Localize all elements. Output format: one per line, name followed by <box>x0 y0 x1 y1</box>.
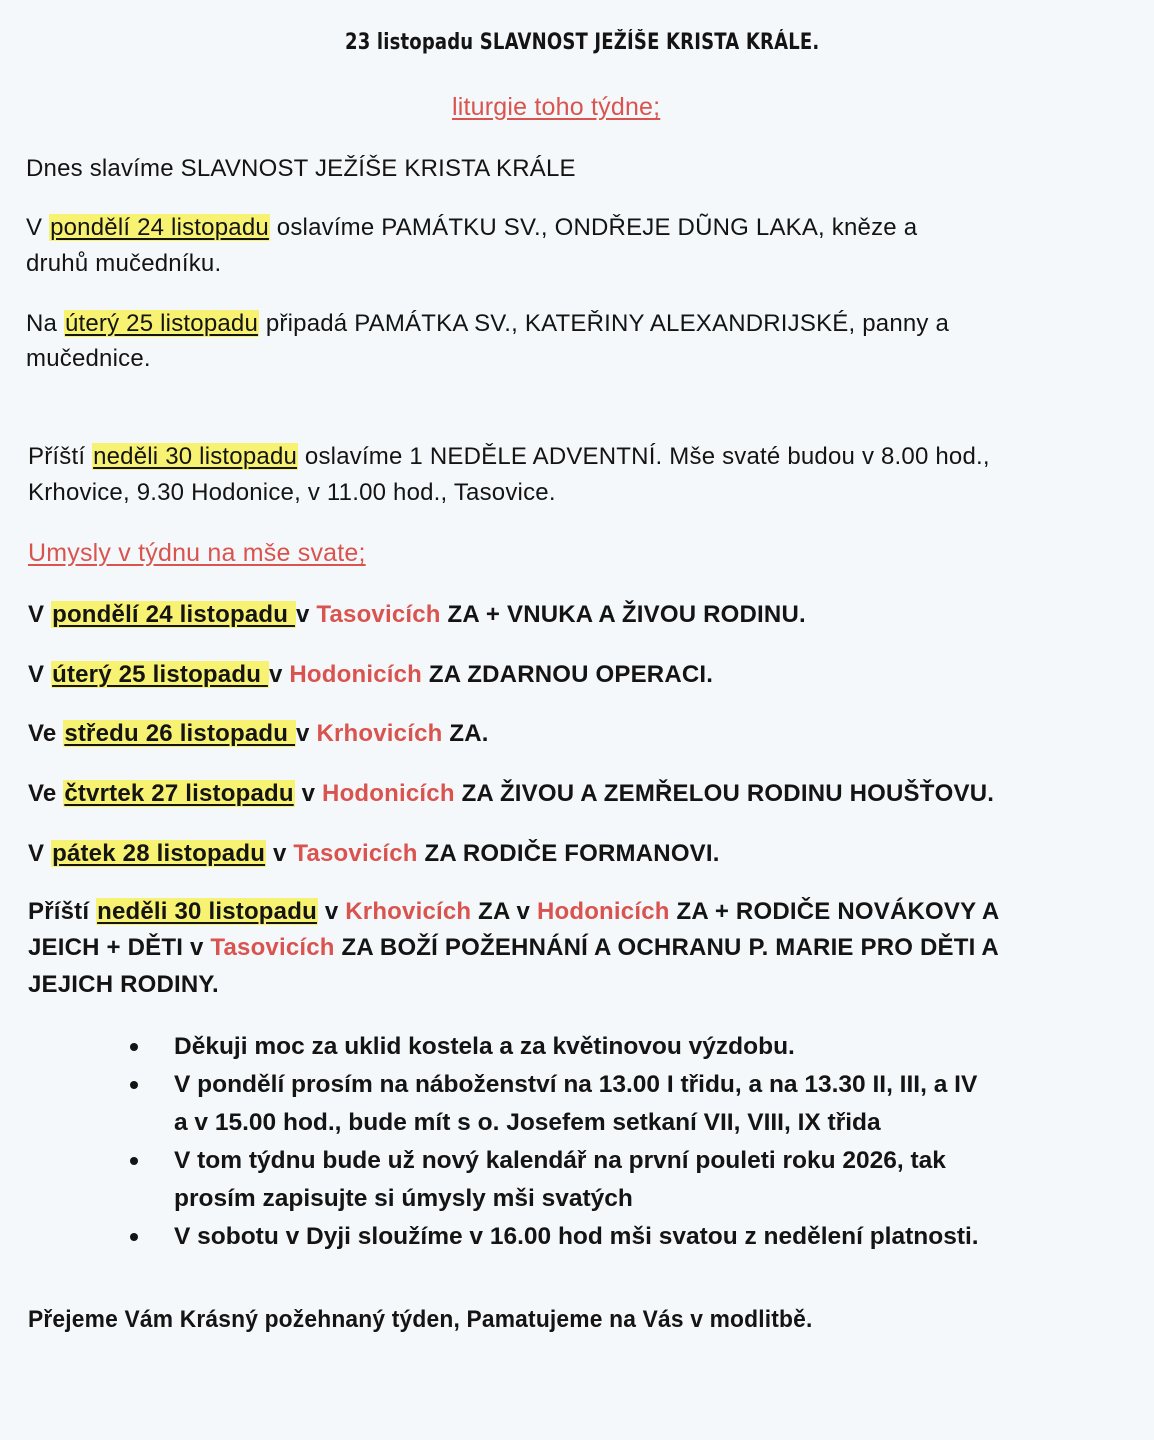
date-highlight: pondělí 24 listopadu <box>50 214 269 241</box>
announcement-item <box>128 1066 1148 1142</box>
announcement-text: a v 15.00 hod., bude mít s o. Josefem setkaní VII, VIII, IX třida <box>174 1109 881 1136</box>
date-highlight: pondělí 24 listopadu <box>52 601 295 628</box>
liturgy-monday-line2: druhů mučedníku. <box>26 250 222 277</box>
announcement-text: Děkuji moc za uklid kostela a za květinovou výzdobu. <box>174 1033 795 1060</box>
liturgy-heading: liturgie toho týdne; <box>452 93 661 121</box>
liturgy-tuesday-line1 <box>26 310 949 338</box>
prefix-text: Příští <box>28 443 93 470</box>
v-text: v <box>317 898 346 925</box>
prefix-text: Na <box>26 310 64 337</box>
liturgy-text: oslavíme 1 NEDĚLE ADVENTNÍ. Mše svaté budou v 8.00 hod., <box>298 443 990 470</box>
bullet-icon <box>130 1043 138 1051</box>
intention-text: ZA. <box>442 720 489 747</box>
intention-item <box>28 661 713 689</box>
bullet-icon <box>130 1081 138 1089</box>
v-text: v <box>266 840 294 867</box>
date-highlight: čtvrtek 27 listopadu <box>64 780 294 807</box>
date-highlight: neděli 30 listopadu <box>97 898 317 925</box>
v-text: v <box>295 601 317 628</box>
intention-text: ZA ZDARNOU OPERACI. <box>422 661 714 688</box>
prefix-text: JEICH + DĚTI v <box>28 934 211 961</box>
intention-item <box>28 720 489 748</box>
liturgy-sunday-line1 <box>28 443 990 471</box>
place-name: Hodonicích <box>289 661 423 688</box>
prefix-text: V <box>28 661 52 688</box>
prefix-text: V <box>26 214 50 241</box>
intention-text: ZA + RODIČE NOVÁKOVY A <box>669 898 1000 925</box>
za-text: ZA v <box>471 898 537 925</box>
intention-item <box>28 840 720 868</box>
announcement-text: V pondělí prosím na náboženství na 13.00 I třidu, a na 13.30 II, III, a IV <box>174 1071 978 1098</box>
bullet-icon <box>130 1233 138 1241</box>
intention-text: ZA BOŽÍ POŽEHNÁNÍ A OCHRANU P. MARIE PRO DĚTI A <box>334 934 999 961</box>
announcement-item <box>128 1218 1148 1256</box>
place-name: Tasovicích <box>316 601 441 628</box>
liturgy-monday-line1 <box>26 214 917 242</box>
intention-item <box>28 780 994 808</box>
prefix-text: Ve <box>28 720 64 747</box>
intention-item <box>28 601 806 629</box>
sunday-intention-line1 <box>28 898 999 926</box>
announcement-text: V tom týdnu bude už nový kalendář na první pouleti roku 2026, tak <box>174 1147 946 1174</box>
place-name: Hodonicích <box>536 898 670 925</box>
liturgy-tuesday-line2: mučednice. <box>26 345 151 372</box>
place-name: Hodonicích <box>322 780 455 807</box>
liturgy-sunday-line2: Krhovice, 9.30 Hodonice, v 11.00 hod., Tasovice. <box>28 479 556 506</box>
v-text: v <box>296 720 317 747</box>
announcement-text: prosím zapisujte si úmysly mši svatých <box>174 1185 633 1212</box>
liturgy-text: oslavíme PAMÁTKU SV., ONDŘEJE DŨNG LAKA, kněze a <box>269 214 918 241</box>
intention-text: ZA RODIČE FORMANOVI. <box>417 840 720 867</box>
closing-text: Přejeme Vám Krásný požehnaný týden, Pamatujeme na Vás v modlitbě. <box>28 1306 813 1333</box>
intention-text: ZA + VNUKA A ŽIVOU RODINU. <box>440 601 806 628</box>
prefix-text: Ve <box>28 780 64 807</box>
announcements-list <box>128 1028 1148 1256</box>
date-highlight: středu 26 listopadu <box>64 720 296 747</box>
intention-text: ZA ŽIVOU A ZEMŘELOU RODINU HOUŠŤOVU. <box>454 780 995 807</box>
sunday-intention-line3: JEJICH RODINY. <box>28 971 219 998</box>
bullet-icon <box>130 1157 138 1165</box>
v-text: v <box>294 780 323 807</box>
place-name: Krhovicích <box>345 898 472 925</box>
announcement-item <box>128 1142 1148 1218</box>
date-highlight: úterý 25 listopadu <box>52 661 268 688</box>
place-name: Tasovicích <box>293 840 418 867</box>
intentions-heading: Umysly v týdnu na mše svate; <box>28 539 366 567</box>
place-name: Tasovicích <box>210 934 335 961</box>
liturgy-today: Dnes slavíme SLAVNOST JEŽÍŠE KRISTA KRÁLE <box>26 155 576 182</box>
page-title: 23 listopadu SLAVNOST JEŽÍŠE KRISTA KRÁLE. <box>344 30 820 55</box>
liturgy-text: připadá PAMÁTKA SV., KATEŘINY ALEXANDRIJSKÉ, panny a <box>259 310 950 337</box>
prefix-text: V <box>28 840 52 867</box>
date-highlight: pátek 28 listopadu <box>52 840 266 867</box>
announcement-text: V sobotu v Dyji sloužíme v 16.00 hod mši svatou z nedělení platnosti. <box>174 1223 979 1250</box>
date-highlight: neděli 30 listopadu <box>93 443 298 470</box>
prefix-text: V <box>28 601 52 628</box>
prefix-text: Příští <box>28 898 97 925</box>
v-text: v <box>268 661 290 688</box>
date-highlight: úterý 25 listopadu <box>64 310 259 337</box>
sunday-intention-line2 <box>28 934 999 962</box>
announcement-item <box>128 1028 1148 1066</box>
place-name: Krhovicích <box>316 720 443 747</box>
